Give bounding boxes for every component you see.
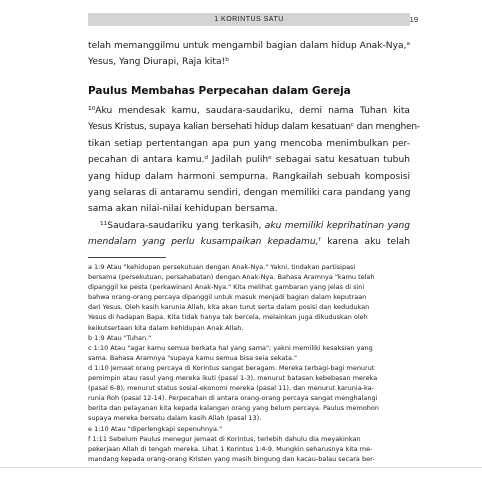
footnote-line: mandang kepada orang-orang Kristen yang masih bingung dan kacau-balau secara ber- (88, 454, 375, 463)
section-heading: Paulus Membahas Perpecahan dalam Gereja (88, 85, 351, 97)
body-line: ¹⁰Aku mendesak kamu, saudara-saudariku, demi nama Tuhan kita (88, 106, 410, 116)
body-line: Yesus, Yang Diurapi, Raja kita!ᵇ (88, 57, 230, 68)
footnote-line: Yesus di hadapan Bapa. Kita tidak hanya tak bercela, melainkan juga dikuduskan oleh (88, 313, 368, 322)
body-line (88, 234, 410, 250)
footnote-line: pekerjaan Allah di tengah mereka. Lihat 1 Korintus 1:4-9. Mungkin seharusnya kita me- (88, 444, 373, 453)
paragraph-11 (88, 218, 410, 251)
footnote-line: c 1:10 Atau "agar kamu semua berkata hal yang sama"; yakni memiliki kesaksian yang (88, 343, 373, 352)
paragraph-10 (88, 103, 420, 218)
verse-text-italic: aku memiliki keprihatinan yang (264, 221, 410, 231)
footnote-line: runia Roh (pasal 12-14). Perpecahan di antara orang-orang percaya sangat menghalangi (88, 394, 378, 403)
page-bottom-rule (0, 467, 482, 468)
verse-text: ¹¹Saudara-saudariku yang terkasih, (100, 221, 265, 231)
footnote-line: dari Yesus. Oleh kasih karunia Allah, kita akan turut serta dalam posisi dan kedudukan (88, 303, 370, 312)
body-line: Yesus Kristus, supaya kalian bersehati hidup dalam kesatuanᶜ dan menghen- (88, 122, 420, 133)
footnote-line: (pasal 6-8), menurut status sosial-ekonomi mereka (pasal 11), dan menurut karunia-ka- (88, 384, 374, 393)
body-line: yang selaras di antaramu sendiri, dengan memiliki cara pandang yang (88, 188, 411, 199)
footnote-line: sama. Bahasa Aramnya "supaya kamu semua bisa seia sekata." (88, 353, 297, 362)
running-header (88, 13, 418, 26)
footnote-divider (88, 257, 166, 258)
body-line (88, 218, 410, 234)
footnote-line: bahwa orang-orang percaya dipanggil untuk masuk menjadi bagian dalam keputraan (88, 293, 367, 302)
footnote-line: dipanggil ke pesta (perkawinan) Anak-Nya." Kita melihat gambaran yang jelas di sini (88, 283, 365, 292)
footnote-line: supaya mereka bersatu dalam kasih Allah (pasal 13). (88, 414, 262, 423)
body-line: telah memanggilmu untuk mengambil bagian dalam hidup Anak-Nya,ᵃ (88, 41, 410, 51)
footnote-line: e 1:10 Atau "diperlengkapi sepenuhnya." (88, 424, 223, 433)
intro-text (88, 38, 410, 71)
page-number: 19 (409, 15, 418, 24)
body-line: sama akan nilai-nilai kehidupan bersama. (88, 204, 278, 215)
body-line: yang hidup dalam harmoni sempurna. Rangkailah sebuah komposisi (88, 171, 410, 182)
footnote-line: d 1:10 Jemaat orang percaya di Korintus sangat beragam. Mereka terbagi-bagi menurut (88, 363, 375, 372)
footnote-line: b 1:9 Atau "Tuhan." (88, 333, 152, 342)
verse-text-italic: mendalam yang perlu kusampaikan kepadamu, (88, 237, 319, 248)
footnote-line: f 1:11 Sebelum Paulus menegur jemaat di Korintus, terlebih dahulu dia meyakinkan (88, 434, 361, 443)
footnotes (88, 262, 410, 464)
footnote-line: a 1:9 Atau "kehidupan persekutuan dengan Anak-Nya." Yakni, tindakan partisipasi (88, 263, 356, 271)
footnote-line: bersama (persekutuan, persahabatan) dengan Anak-Nya. Bahasa Aramnya "kamu telah (88, 273, 375, 282)
verse-text: ᶠ karena aku telah (318, 237, 410, 248)
footnote-line: keikutsertaan kita dalam kehidupan Anak Allah. (88, 323, 244, 332)
footnote-line: pemimpin atau rasul yang mereka ikuti (pasal 1-3), menurut batasan kebebasan mereka (88, 374, 378, 383)
body-line: tikan setiap pertentangan apa pun yang mencoba menimbulkan per- (88, 138, 410, 149)
chapter-title: 1 KORINTUS SATU (214, 16, 284, 23)
body-line: pecahan di antara kamu.ᵈ Jadilah pulihᵉ sebagai satu kesatuan tubuh (88, 155, 410, 166)
footnote-line: berita dan pelayanan kita kepada kalangan orang yang belum percaya. Paulus memohon (88, 404, 380, 413)
